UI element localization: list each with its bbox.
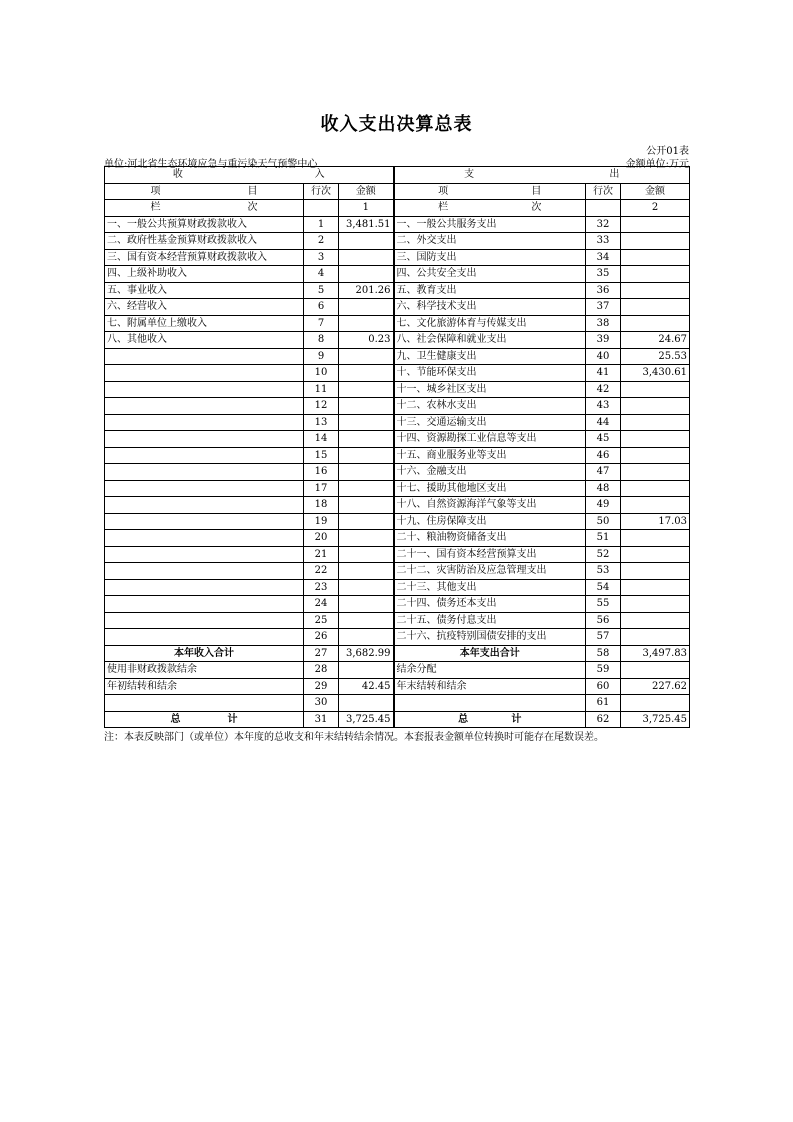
table-row <box>105 596 690 613</box>
expense-amount <box>621 266 690 283</box>
begin-balance-label: 年初结转和结余 <box>105 678 304 695</box>
income-row-no: 10 <box>304 365 339 382</box>
grand-in-label: 总 计 <box>105 711 304 728</box>
income-row-no: 2 <box>304 233 339 250</box>
unit-name: 单位:河北省生态环境应急与重污染天气预警中心 <box>104 159 318 170</box>
income-row-no: 18 <box>304 497 339 514</box>
expense-amount <box>621 563 690 580</box>
income-amount <box>339 233 394 250</box>
blank-out-amount <box>621 695 690 712</box>
expense-row-no: 53 <box>586 563 621 580</box>
page-title: 收入支出决算总表 <box>320 114 473 135</box>
expense-row-no: 36 <box>586 282 621 299</box>
blank-row <box>105 695 690 712</box>
header-row-income-expense <box>105 167 690 184</box>
summary-table <box>104 166 690 728</box>
income-amount: 3,481.51 <box>339 216 394 233</box>
table-row <box>105 414 690 431</box>
grand-in-amount: 3,725.45 <box>339 711 394 728</box>
income-item: 一、一般公共预算财政拨款收入 <box>105 216 304 233</box>
table-row <box>105 266 690 283</box>
grand-out-label: 总 计 <box>394 711 586 728</box>
income-item <box>105 513 304 530</box>
expense-rowno-header: 行次 <box>586 183 621 200</box>
income-row-no: 7 <box>304 315 339 332</box>
table-row <box>105 431 690 448</box>
expense-amount <box>621 530 690 547</box>
income-item: 二、政府性基金预算财政拨款收入 <box>105 233 304 250</box>
expense-item: 二十四、债务还本支出 <box>394 596 586 613</box>
expense-item: 二、外交支出 <box>394 233 586 250</box>
table-row <box>105 612 690 629</box>
income-row-no: 17 <box>304 480 339 497</box>
income-item <box>105 530 304 547</box>
currency-unit: 金额单位:万元 <box>625 159 689 170</box>
income-item: 七、附属单位上缴收入 <box>105 315 304 332</box>
income-row-no: 13 <box>304 414 339 431</box>
expense-item: 二十一、国有资本经营预算支出 <box>394 546 586 563</box>
expense-amount <box>621 315 690 332</box>
expense-item: 六、科学技术支出 <box>394 299 586 316</box>
expense-amount <box>621 497 690 514</box>
income-row-no: 12 <box>304 398 339 415</box>
use-fund-amount <box>339 662 394 679</box>
expense-total-amount: 3,497.83 <box>621 645 690 662</box>
income-amount <box>339 414 394 431</box>
begin-balance-amount: 42.45 <box>339 678 394 695</box>
income-item <box>105 612 304 629</box>
expense-total-label: 本年支出合计 <box>394 645 586 662</box>
expense-amount <box>621 546 690 563</box>
income-amount <box>339 497 394 514</box>
expense-item: 十九、住房保障支出 <box>394 513 586 530</box>
expense-amount <box>621 414 690 431</box>
income-item <box>105 447 304 464</box>
expense-rowno-blank <box>586 200 621 217</box>
expense-amount <box>621 431 690 448</box>
income-amount <box>339 299 394 316</box>
expense-amount-header: 金额 <box>621 183 690 200</box>
expense-item: 一、一般公共服务支出 <box>394 216 586 233</box>
expense-item: 十五、商业服务业等支出 <box>394 447 586 464</box>
table-row <box>105 348 690 365</box>
income-row-no: 16 <box>304 464 339 481</box>
income-amount <box>339 530 394 547</box>
income-row-no: 22 <box>304 563 339 580</box>
header-row-column-index <box>105 200 690 217</box>
table-row <box>105 381 690 398</box>
blank-in-amount <box>339 695 394 712</box>
income-amount <box>339 464 394 481</box>
expense-row-no: 49 <box>586 497 621 514</box>
income-amount <box>339 513 394 530</box>
expense-row-no: 43 <box>586 398 621 415</box>
income-amount <box>339 612 394 629</box>
income-row-no: 11 <box>304 381 339 398</box>
expense-amount: 17.03 <box>621 513 690 530</box>
begin-balance-no: 29 <box>304 678 339 695</box>
footnote: 注：本表反映部门（或单位）本年度的总收支和年末结转结余情况。本套报表金额单位转换时可能存在尾数误差。 <box>104 732 604 743</box>
expense-row-no: 37 <box>586 299 621 316</box>
blank-in-item <box>105 695 304 712</box>
income-item: 四、上级补助收入 <box>105 266 304 283</box>
income-amount <box>339 579 394 596</box>
expense-item: 三、国防支出 <box>394 249 586 266</box>
table-row <box>105 332 690 349</box>
income-column-number: 1 <box>339 200 394 217</box>
expense-row-no: 54 <box>586 579 621 596</box>
expense-row-no: 38 <box>586 315 621 332</box>
expense-amount <box>621 282 690 299</box>
expense-amount <box>621 249 690 266</box>
expense-item: 四、公共安全支出 <box>394 266 586 283</box>
table-row <box>105 530 690 547</box>
expense-amount <box>621 216 690 233</box>
expense-amount <box>621 233 690 250</box>
expense-amount <box>621 447 690 464</box>
blank-out-item <box>394 695 586 712</box>
distribution-label: 结余分配 <box>394 662 586 679</box>
income-row-no: 21 <box>304 546 339 563</box>
income-amount <box>339 249 394 266</box>
income-item <box>105 464 304 481</box>
income-amount <box>339 315 394 332</box>
income-item <box>105 497 304 514</box>
income-amount <box>339 563 394 580</box>
table-row <box>105 464 690 481</box>
expense-row-no: 52 <box>586 546 621 563</box>
expense-row-no: 48 <box>586 480 621 497</box>
income-amount <box>339 629 394 646</box>
expense-item: 八、社会保障和就业支出 <box>394 332 586 349</box>
income-row-no: 3 <box>304 249 339 266</box>
income-amount <box>339 447 394 464</box>
income-amount <box>339 365 394 382</box>
expense-row-no: 33 <box>586 233 621 250</box>
income-amount-header: 金额 <box>339 183 394 200</box>
table-row <box>105 579 690 596</box>
income-total-amount: 3,682.99 <box>339 645 394 662</box>
grand-out-amount: 3,725.45 <box>621 711 690 728</box>
expense-item-header: 项 目 <box>394 183 586 200</box>
income-item <box>105 431 304 448</box>
income-row-no: 23 <box>304 579 339 596</box>
income-item <box>105 579 304 596</box>
income-row-no: 5 <box>304 282 339 299</box>
expense-item: 二十六、抗疫特别国债安排的支出 <box>394 629 586 646</box>
table-row <box>105 563 690 580</box>
table-row <box>105 315 690 332</box>
income-amount <box>339 431 394 448</box>
grand-total-row <box>105 711 690 728</box>
expense-row-no: 39 <box>586 332 621 349</box>
income-item <box>105 596 304 613</box>
expense-item: 二十三、其他支出 <box>394 579 586 596</box>
income-row-no: 15 <box>304 447 339 464</box>
blank-out-no: 61 <box>586 695 621 712</box>
income-row-no: 24 <box>304 596 339 613</box>
table-row <box>105 629 690 646</box>
income-item: 八、其他收入 <box>105 332 304 349</box>
table-row <box>105 546 690 563</box>
income-amount <box>339 596 394 613</box>
expense-item: 七、文化旅游体育与传媒支出 <box>394 315 586 332</box>
income-item <box>105 629 304 646</box>
income-item <box>105 563 304 580</box>
expense-item: 十三、交通运输支出 <box>394 414 586 431</box>
income-item <box>105 398 304 415</box>
expense-item: 十七、援助其他地区支出 <box>394 480 586 497</box>
income-item: 六、经营收入 <box>105 299 304 316</box>
expense-item: 十、节能环保支出 <box>394 365 586 382</box>
income-row-no: 1 <box>304 216 339 233</box>
end-balance-label: 年末结转和结余 <box>394 678 586 695</box>
income-column-label: 栏 次 <box>105 200 304 217</box>
table-row <box>105 282 690 299</box>
table-row <box>105 480 690 497</box>
expense-item: 九、卫生健康支出 <box>394 348 586 365</box>
income-header: 收 入 <box>105 167 394 184</box>
expense-row-no: 55 <box>586 596 621 613</box>
expense-item: 十八、自然资源海洋气象等支出 <box>394 497 586 514</box>
expense-amount <box>621 381 690 398</box>
expense-column-label: 栏 次 <box>394 200 586 217</box>
table-row <box>105 365 690 382</box>
income-row-no: 19 <box>304 513 339 530</box>
expense-row-no: 41 <box>586 365 621 382</box>
income-item <box>105 348 304 365</box>
expense-row-no: 50 <box>586 513 621 530</box>
table-row <box>105 513 690 530</box>
expense-item: 十四、资源勘探工业信息等支出 <box>394 431 586 448</box>
table-row <box>105 398 690 415</box>
income-amount <box>339 266 394 283</box>
blank-in-no: 30 <box>304 695 339 712</box>
expense-amount <box>621 299 690 316</box>
expense-column-number: 2 <box>621 200 690 217</box>
expense-row-no: 44 <box>586 414 621 431</box>
income-row-no: 9 <box>304 348 339 365</box>
grand-out-no: 62 <box>586 711 621 728</box>
expense-amount <box>621 579 690 596</box>
income-item <box>105 546 304 563</box>
income-row-no: 6 <box>304 299 339 316</box>
expense-amount <box>621 596 690 613</box>
income-row-no: 8 <box>304 332 339 349</box>
expense-row-no: 42 <box>586 381 621 398</box>
total-row <box>105 645 690 662</box>
balance-row <box>105 678 690 695</box>
expense-item: 二十、粮油物资储备支出 <box>394 530 586 547</box>
income-total-no: 27 <box>304 645 339 662</box>
expense-item: 十一、城乡社区支出 <box>394 381 586 398</box>
expense-row-no: 56 <box>586 612 621 629</box>
table-row <box>105 299 690 316</box>
expense-row-no: 47 <box>586 464 621 481</box>
expense-row-no: 45 <box>586 431 621 448</box>
income-item <box>105 480 304 497</box>
use-fund-no: 28 <box>304 662 339 679</box>
income-amount <box>339 381 394 398</box>
income-amount: 0.23 <box>339 332 394 349</box>
income-amount <box>339 480 394 497</box>
income-total-label: 本年收入合计 <box>105 645 304 662</box>
expense-row-no: 57 <box>586 629 621 646</box>
income-row-no: 4 <box>304 266 339 283</box>
expense-amount: 25.53 <box>621 348 690 365</box>
header-row-columns <box>105 183 690 200</box>
income-item: 三、国有资本经营预算财政拨款收入 <box>105 249 304 266</box>
use-fund-label: 使用非财政拨款结余 <box>105 662 304 679</box>
end-balance-no: 60 <box>586 678 621 695</box>
income-amount: 201.26 <box>339 282 394 299</box>
expense-amount <box>621 398 690 415</box>
expense-item: 五、教育支出 <box>394 282 586 299</box>
expense-item: 十六、金融支出 <box>394 464 586 481</box>
table-row <box>105 233 690 250</box>
expense-header: 支 出 <box>394 167 690 184</box>
income-amount <box>339 546 394 563</box>
end-balance-amount: 227.62 <box>621 678 690 695</box>
distribution-no: 59 <box>586 662 621 679</box>
income-amount <box>339 398 394 415</box>
expense-row-no: 46 <box>586 447 621 464</box>
grand-in-no: 31 <box>304 711 339 728</box>
table-row <box>105 249 690 266</box>
income-item <box>105 414 304 431</box>
expense-amount <box>621 629 690 646</box>
fund-row <box>105 662 690 679</box>
form-number: 公开01表 <box>646 146 689 157</box>
expense-amount <box>621 464 690 481</box>
income-item <box>105 365 304 382</box>
income-row-no: 14 <box>304 431 339 448</box>
income-item-header: 项 目 <box>105 183 304 200</box>
expense-amount <box>621 612 690 629</box>
income-rowno-blank <box>304 200 339 217</box>
expense-item: 二十五、债务付息支出 <box>394 612 586 629</box>
income-row-no: 25 <box>304 612 339 629</box>
table-row <box>105 447 690 464</box>
income-row-no: 26 <box>304 629 339 646</box>
expense-row-no: 34 <box>586 249 621 266</box>
income-rowno-header: 行次 <box>304 183 339 200</box>
table-row <box>105 497 690 514</box>
expense-row-no: 40 <box>586 348 621 365</box>
income-item: 五、事业收入 <box>105 282 304 299</box>
expense-amount: 3,430.61 <box>621 365 690 382</box>
expense-row-no: 35 <box>586 266 621 283</box>
distribution-amount <box>621 662 690 679</box>
expense-item: 十二、农林水支出 <box>394 398 586 415</box>
income-amount <box>339 348 394 365</box>
expense-amount: 24.67 <box>621 332 690 349</box>
expense-total-no: 58 <box>586 645 621 662</box>
income-item <box>105 381 304 398</box>
table-row <box>105 216 690 233</box>
expense-row-no: 51 <box>586 530 621 547</box>
expense-amount <box>621 480 690 497</box>
income-row-no: 20 <box>304 530 339 547</box>
expense-row-no: 32 <box>586 216 621 233</box>
expense-item: 二十二、灾害防治及应急管理支出 <box>394 563 586 580</box>
